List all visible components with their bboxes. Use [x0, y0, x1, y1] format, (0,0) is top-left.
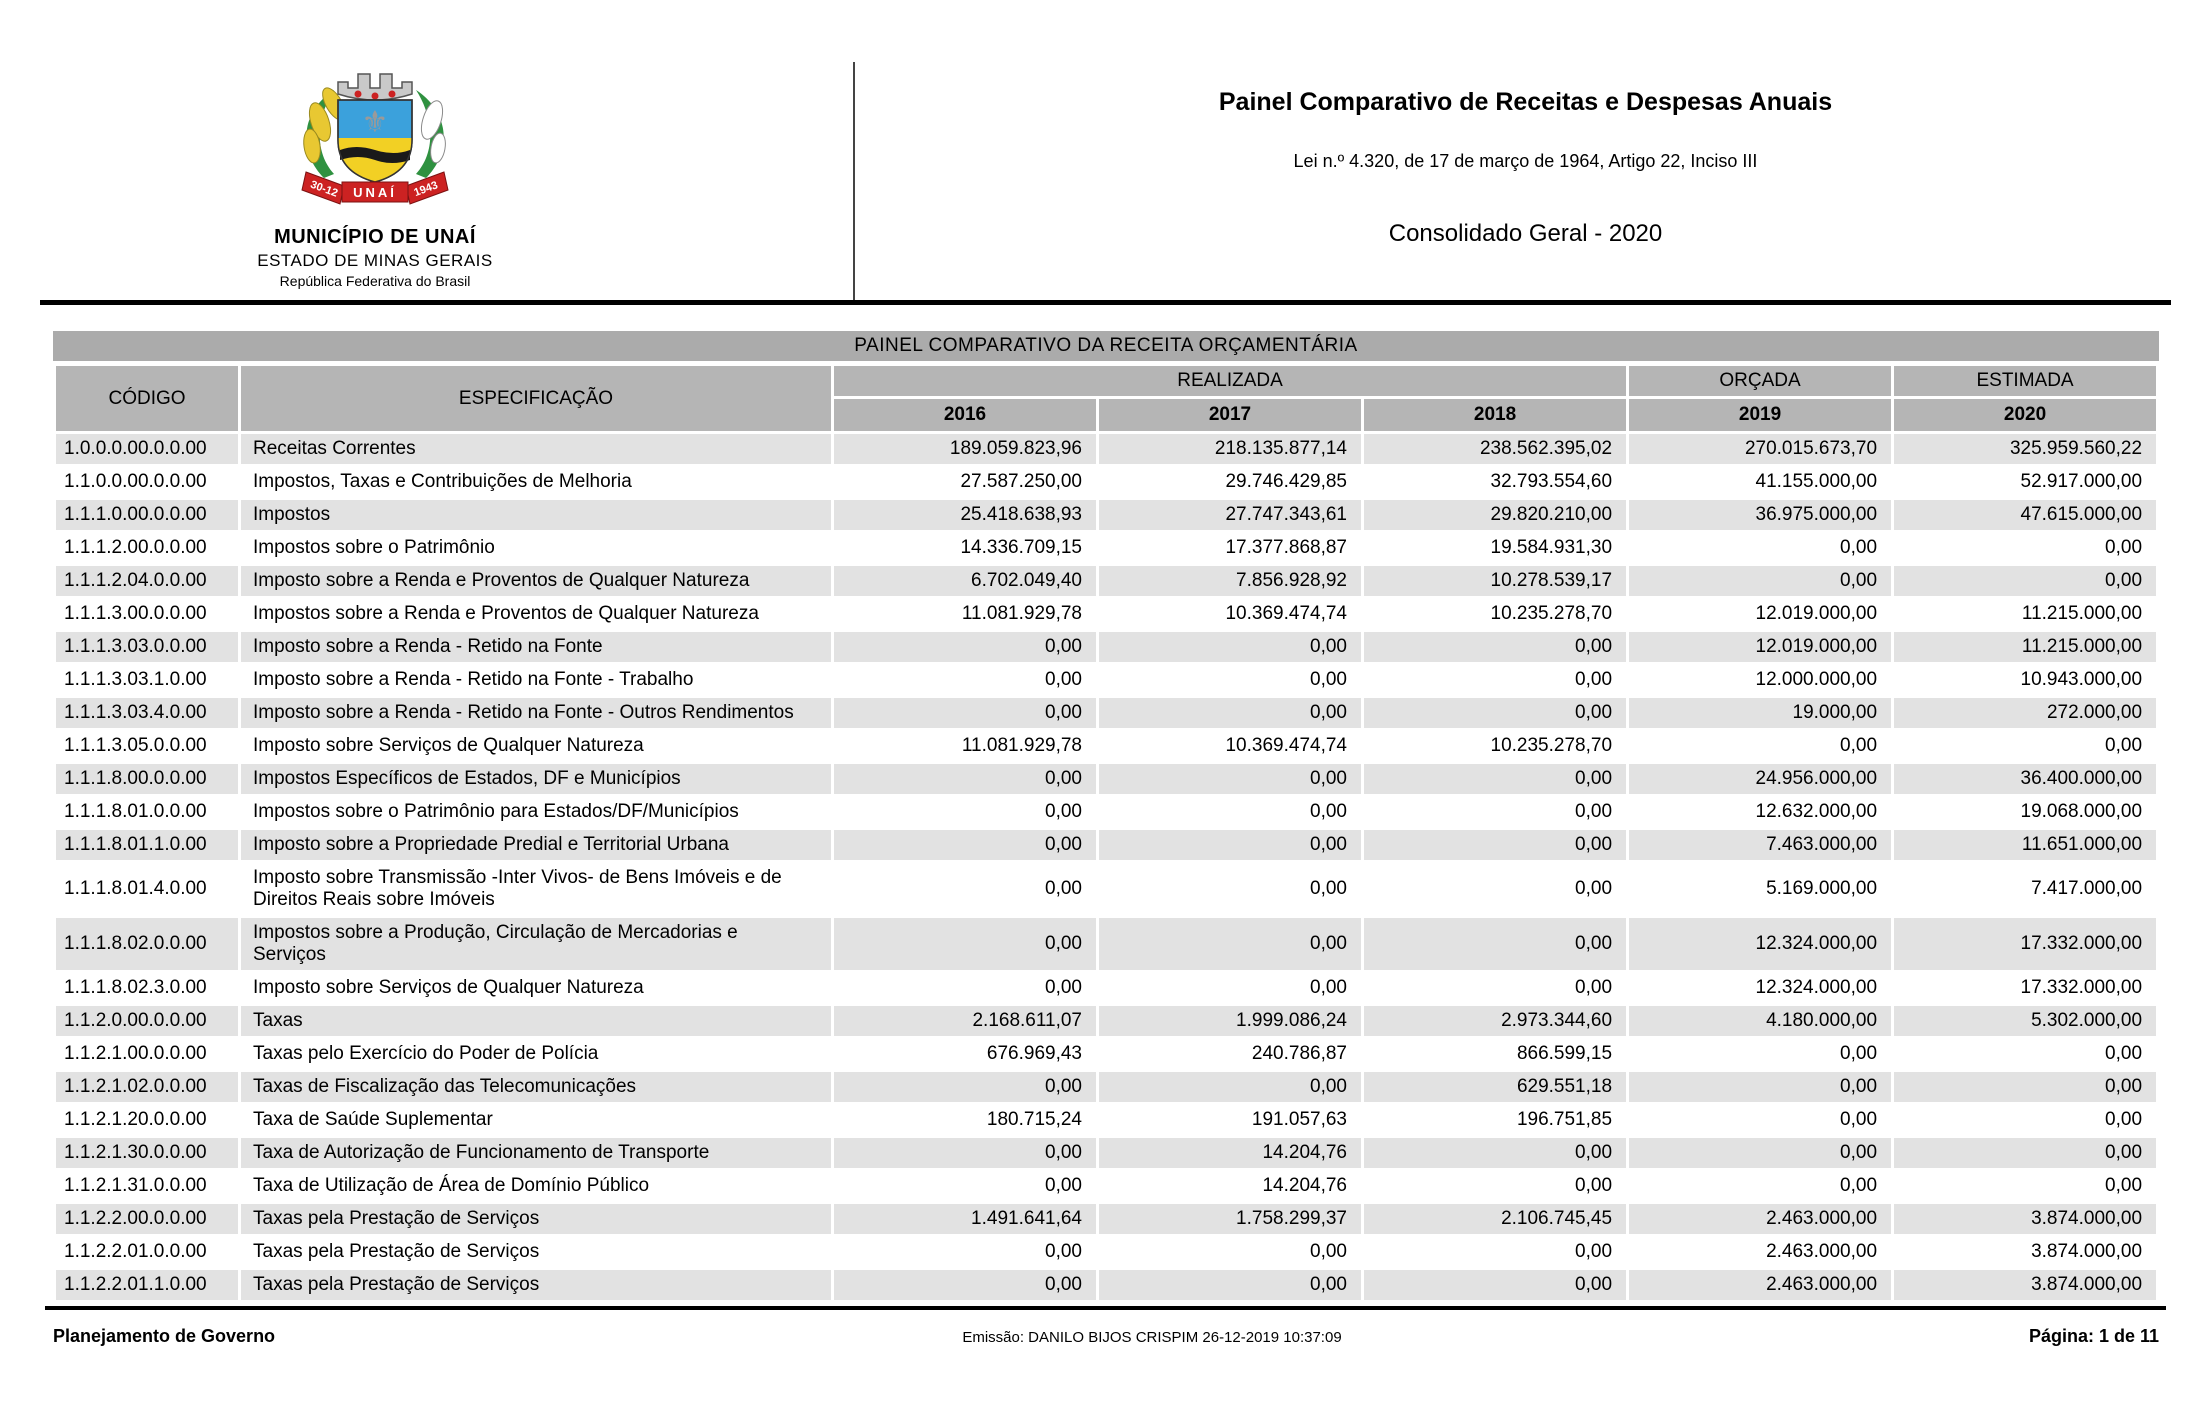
row-value-2017: 240.786,87	[1251, 1043, 1347, 1064]
row-codigo: 1.1.1.8.02.3.0.00	[64, 977, 207, 998]
row-value-2019: 12.019.000,00	[1629, 632, 1891, 662]
row-especificacao: Imposto sobre a Propriedade Predial e Territorial Urbana	[241, 830, 831, 860]
row-value-2017: 17.377.868,87	[1225, 537, 1347, 558]
table-row	[56, 566, 2156, 596]
row-value-2020: 36.400.000,00	[1894, 764, 2156, 794]
row-value-2018: 2.106.745,45	[1364, 1204, 1626, 1234]
row-value-2019: 0,00	[1629, 566, 1891, 596]
row-value-2019: 36.975.000,00	[1629, 500, 1891, 530]
row-especificacao: Imposto sobre Serviços de Qualquer Natureza	[253, 977, 644, 998]
row-value-2017: 0,00	[1099, 830, 1361, 860]
row-value-2019: 0,00	[1840, 537, 1878, 558]
table-row	[56, 1204, 2156, 1234]
row-value-2018: 0,00	[1364, 764, 1626, 794]
group-header-realizada: REALIZADA	[834, 366, 1626, 396]
row-value-2019: 2.463.000,00	[1629, 1270, 1891, 1300]
report-law-reference: Lei n.º 4.320, de 17 de março de 1964, Artigo 22, Inciso III	[1293, 151, 1758, 171]
bottom-rule	[45, 1306, 2166, 1310]
row-value-2016: 2.168.611,07	[834, 1006, 1096, 1036]
row-codigo: 1.1.2.2.01.0.0.00	[64, 1241, 207, 1262]
row-value-2018: 0,00	[1364, 1138, 1626, 1168]
row-value-2016: 0,00	[834, 1138, 1096, 1168]
row-value-2016: 11.081.929,78	[961, 735, 1082, 756]
row-value-2017: 0,00	[1099, 764, 1361, 794]
row-especificacao: Taxas	[241, 1006, 831, 1036]
row-value-2019: 7.463.000,00	[1629, 830, 1891, 860]
row-value-2019: 4.180.000,00	[1629, 1006, 1891, 1036]
svg-text:⚜: ⚜	[361, 105, 389, 140]
table-row	[56, 918, 2156, 970]
row-value-2016: 6.702.049,40	[834, 566, 1096, 596]
table-row	[56, 500, 2156, 530]
row-value-2017: 191.057,63	[1251, 1109, 1347, 1130]
row-especificacao: Impostos sobre a Produção, Circulação de Mercadorias e Serviços	[241, 918, 831, 970]
row-value-2020: 0,00	[2105, 537, 2143, 558]
row-value-2020: 0,00	[2105, 1175, 2143, 1196]
row-codigo: 1.1.1.0.00.0.0.00	[56, 500, 238, 530]
row-value-2020: 11.215.000,00	[1894, 632, 2156, 662]
row-value-2016: 0,00	[1045, 1175, 1082, 1196]
row-value-2018: 0,00	[1575, 1175, 1613, 1196]
row-especificacao: Taxa de Autorização de Funcionamento de Transporte	[241, 1138, 831, 1168]
row-value-2019: 5.169.000,00	[1766, 878, 1878, 899]
year-header-2018: 2018	[1364, 399, 1626, 431]
table-row	[56, 665, 2156, 695]
row-value-2017: 0,00	[1099, 698, 1361, 728]
row-codigo: 1.1.2.2.01.1.0.00	[56, 1270, 238, 1300]
year-header-2016: 2016	[834, 399, 1096, 431]
row-value-2017: 0,00	[1099, 918, 1361, 970]
row-value-2016: 27.587.250,00	[960, 471, 1082, 492]
crest-date-left: 30-12	[308, 178, 340, 200]
report-banner	[0, 0, 2211, 300]
row-value-2018: 629.551,18	[1364, 1072, 1626, 1102]
row-value-2018: 0,00	[1364, 1270, 1626, 1300]
row-value-2019: 2.463.000,00	[1766, 1241, 1878, 1262]
top-rule	[40, 300, 2171, 305]
row-codigo: 1.1.0.0.00.0.0.00	[64, 471, 207, 492]
row-codigo: 1.1.1.3.03.0.0.00	[56, 632, 238, 662]
municipality-block	[230, 60, 520, 289]
report-title: Painel Comparativo de Receitas e Despesas Anuais	[1218, 88, 1833, 116]
year-header-2020: 2020	[1894, 399, 2156, 431]
row-codigo: 1.1.1.3.03.4.0.00	[56, 698, 238, 728]
row-value-2018: 10.235.278,70	[1490, 735, 1613, 756]
row-value-2016: 0,00	[834, 764, 1096, 794]
table-row	[56, 533, 2156, 563]
row-codigo: 1.1.1.8.01.0.0.00	[64, 801, 207, 822]
crest-town-name: UNAÍ	[353, 185, 397, 200]
municipality-name: MUNICÍPIO DE UNAÍ	[274, 226, 476, 248]
row-value-2020: 19.068.000,00	[2020, 801, 2143, 822]
row-value-2018: 0,00	[1575, 878, 1613, 899]
table-row	[56, 1237, 2156, 1267]
row-especificacao: Impostos sobre a Renda e Proventos de Qualquer Natureza	[253, 603, 759, 624]
row-codigo: 1.1.1.8.02.0.0.00	[56, 918, 238, 970]
row-value-2020: 17.332.000,00	[2020, 977, 2143, 998]
row-especificacao: Impostos sobre o Patrimônio	[253, 537, 495, 558]
row-value-2016: 1.491.641,64	[834, 1204, 1096, 1234]
report-title-block	[880, 88, 2171, 248]
table-row	[56, 1039, 2156, 1069]
row-value-2020: 3.874.000,00	[2031, 1241, 2143, 1262]
row-value-2018: 866.599,15	[1516, 1043, 1613, 1064]
table-row	[56, 632, 2156, 662]
row-value-2020: 11.651.000,00	[1894, 830, 2156, 860]
row-value-2020: 3.874.000,00	[1894, 1204, 2156, 1234]
row-value-2016: 180.715,24	[986, 1109, 1082, 1130]
row-especificacao: Taxa de Saúde Suplementar	[253, 1109, 493, 1130]
row-value-2018: 32.793.554,60	[1490, 471, 1613, 492]
row-especificacao: Taxas pelo Exercício do Poder de Polícia	[253, 1043, 599, 1064]
row-value-2018: 196.751,85	[1516, 1109, 1613, 1130]
table-row	[56, 1105, 2156, 1135]
coat-of-arms-icon	[286, 60, 464, 220]
row-especificacao: Imposto sobre Serviços de Qualquer Natureza	[253, 735, 644, 756]
row-value-2017: 0,00	[1310, 977, 1347, 998]
row-value-2020: 17.332.000,00	[1894, 918, 2156, 970]
row-value-2017: 0,00	[1310, 1241, 1347, 1262]
row-value-2019: 12.324.000,00	[1755, 977, 1878, 998]
row-value-2017: 27.747.343,61	[1099, 500, 1361, 530]
row-codigo: 1.1.2.1.31.0.0.00	[64, 1175, 207, 1196]
row-value-2017: 10.369.474,74	[1225, 735, 1347, 756]
table-row	[56, 467, 2156, 497]
row-value-2020: 0,00	[2105, 1043, 2143, 1064]
row-value-2017: 0,00	[1310, 669, 1347, 690]
row-codigo: 1.1.1.8.01.1.0.00	[56, 830, 238, 860]
table-body	[56, 434, 2156, 1300]
table-row	[56, 830, 2156, 860]
row-especificacao: Taxas pela Prestação de Serviços	[241, 1204, 831, 1234]
row-value-2019: 0,00	[1840, 1043, 1878, 1064]
page-footer	[53, 1326, 2159, 1347]
row-especificacao: Imposto sobre a Renda - Retido na Fonte - Outros Rendimentos	[241, 698, 831, 728]
row-codigo: 1.1.1.2.00.0.0.00	[64, 537, 207, 558]
table-row	[56, 1138, 2156, 1168]
row-especificacao: Imposto sobre Transmissão -Inter Vivos- de Bens Imóveis e de Direitos Reais sobre Imóveis	[253, 867, 782, 910]
row-codigo: 1.1.1.2.04.0.0.00	[56, 566, 238, 596]
row-value-2017: 14.204,76	[1262, 1175, 1347, 1196]
row-especificacao: Impostos Específicos de Estados, DF e Municípios	[241, 764, 831, 794]
row-value-2020: 272.000,00	[1894, 698, 2156, 728]
footer-module-name: Planejamento de Governo	[53, 1326, 276, 1346]
row-value-2016: 0,00	[1045, 669, 1082, 690]
row-value-2016: 0,00	[834, 698, 1096, 728]
row-value-2018: 10.235.278,70	[1490, 603, 1613, 624]
table-row	[56, 1171, 2156, 1201]
municipality-country: República Federativa do Brasil	[279, 273, 471, 289]
row-value-2016: 0,00	[1045, 1241, 1082, 1262]
table-row	[56, 599, 2156, 629]
row-value-2020: 7.417.000,00	[2031, 878, 2143, 899]
row-value-2019: 12.000.000,00	[1755, 669, 1878, 690]
row-codigo: 1.1.2.0.00.0.0.00	[56, 1006, 238, 1036]
table-row	[56, 973, 2156, 1003]
row-value-2020: 0,00	[1894, 566, 2156, 596]
row-value-2016: 0,00	[834, 1270, 1096, 1300]
row-value-2018: 2.973.344,60	[1364, 1006, 1626, 1036]
row-value-2018: 19.584.931,30	[1490, 537, 1613, 558]
row-codigo: 1.1.1.8.00.0.0.00	[56, 764, 238, 794]
row-value-2016: 0,00	[834, 1072, 1096, 1102]
row-value-2018: 0,00	[1575, 977, 1613, 998]
crest-date-right: 1943	[412, 179, 440, 200]
table-row	[56, 764, 2156, 794]
row-value-2016: 0,00	[834, 632, 1096, 662]
row-value-2020: 10.943.000,00	[2020, 669, 2143, 690]
row-value-2020: 0,00	[2105, 1109, 2143, 1130]
row-especificacao: Impostos, Taxas e Contribuições de Melhoria	[253, 471, 632, 492]
row-value-2020: 0,00	[1894, 1138, 2156, 1168]
row-value-2019: 12.324.000,00	[1629, 918, 1891, 970]
row-codigo: 1.1.2.1.30.0.0.00	[56, 1138, 238, 1168]
revenue-table-section	[53, 331, 2159, 1303]
row-codigo: 1.1.2.1.20.0.0.00	[64, 1109, 207, 1130]
row-value-2016: 0,00	[1045, 801, 1082, 822]
row-value-2019: 12.019.000,00	[1755, 603, 1878, 624]
row-value-2017: 7.856.928,92	[1099, 566, 1361, 596]
group-header-estimada: ESTIMADA	[1894, 366, 2156, 396]
row-especificacao: Receitas Correntes	[241, 434, 831, 464]
row-codigo: 1.1.2.1.00.0.0.00	[64, 1043, 207, 1064]
revenue-table	[53, 363, 2159, 1303]
row-value-2018: 0,00	[1364, 632, 1626, 662]
year-header-2017: 2017	[1099, 399, 1361, 431]
row-value-2016: 14.336.709,15	[960, 537, 1082, 558]
row-value-2018: 0,00	[1364, 830, 1626, 860]
row-value-2019: 0,00	[1629, 1138, 1891, 1168]
row-value-2017: 14.204,76	[1099, 1138, 1361, 1168]
row-codigo: 1.1.1.3.00.0.0.00	[64, 603, 207, 624]
table-row	[56, 731, 2156, 761]
row-value-2018: 238.562.395,02	[1364, 434, 1626, 464]
row-especificacao: Imposto sobre a Renda e Proventos de Qualquer Natureza	[241, 566, 831, 596]
row-value-2017: 218.135.877,14	[1099, 434, 1361, 464]
row-codigo: 1.1.1.8.01.4.0.00	[64, 878, 207, 899]
row-value-2018: 0,00	[1575, 801, 1613, 822]
row-value-2016: 0,00	[834, 918, 1096, 970]
table-title: PAINEL COMPARATIVO DA RECEITA ORÇAMENTÁRIA	[53, 331, 2159, 361]
row-value-2019: 0,00	[1840, 735, 1878, 756]
row-especificacao: Imposto sobre a Renda - Retido na Fonte	[241, 632, 831, 662]
row-value-2017: 0,00	[1099, 1270, 1361, 1300]
row-codigo: 1.1.2.1.02.0.0.00	[56, 1072, 238, 1102]
row-value-2018: 0,00	[1575, 669, 1613, 690]
row-value-2017: 1.999.086,24	[1099, 1006, 1361, 1036]
row-value-2018: 29.820.210,00	[1364, 500, 1626, 530]
row-value-2017: 0,00	[1310, 801, 1347, 822]
row-value-2016: 189.059.823,96	[834, 434, 1096, 464]
row-value-2019: 19.000,00	[1629, 698, 1891, 728]
row-value-2018: 0,00	[1364, 918, 1626, 970]
row-value-2017: 1.758.299,37	[1099, 1204, 1361, 1234]
row-value-2019: 41.155.000,00	[1755, 471, 1878, 492]
report-scope: Consolidado Geral - 2020	[1388, 220, 1663, 247]
row-especificacao: Taxas pela Prestação de Serviços	[253, 1241, 540, 1262]
row-value-2020: 52.917.000,00	[2020, 471, 2143, 492]
row-value-2017: 10.369.474,74	[1225, 603, 1347, 624]
row-value-2017: 0,00	[1099, 1072, 1361, 1102]
row-value-2019: 0,00	[1840, 1175, 1878, 1196]
row-value-2019: 0,00	[1840, 1109, 1878, 1130]
row-especificacao: Taxa de Utilização de Área de Domínio Público	[253, 1175, 650, 1196]
column-header-codigo: CÓDIGO	[56, 366, 238, 431]
row-value-2016: 0,00	[834, 830, 1096, 860]
row-value-2016: 0,00	[1045, 878, 1082, 899]
row-value-2020: 325.959.560,22	[1894, 434, 2156, 464]
row-value-2020: 5.302.000,00	[1894, 1006, 2156, 1036]
row-value-2020: 47.615.000,00	[1894, 500, 2156, 530]
row-value-2017: 29.746.429,85	[1225, 471, 1347, 492]
row-especificacao: Taxas de Fiscalização das Telecomunicações	[241, 1072, 831, 1102]
footer-emission-info: Emissão: DANILO BIJOS CRISPIM 26-12-2019 10:37:09	[962, 1329, 1342, 1346]
table-row	[56, 1072, 2156, 1102]
row-codigo: 1.0.0.0.00.0.0.00	[56, 434, 238, 464]
group-header-orcada: ORÇADA	[1629, 366, 1891, 396]
row-value-2019: 12.632.000,00	[1755, 801, 1878, 822]
row-value-2020: 3.874.000,00	[1894, 1270, 2156, 1300]
row-value-2018: 0,00	[1364, 698, 1626, 728]
row-value-2019: 0,00	[1629, 1072, 1891, 1102]
row-especificacao: Imposto sobre a Renda - Retido na Fonte - Trabalho	[253, 669, 694, 690]
footer-page-number: Página: 1 de 11	[2028, 1326, 2159, 1346]
row-codigo: 1.1.1.3.03.1.0.00	[64, 669, 207, 690]
table-row	[56, 698, 2156, 728]
table-row	[56, 1270, 2156, 1300]
row-value-2016: 11.081.929,78	[961, 603, 1082, 624]
row-codigo: 1.1.2.2.00.0.0.00	[56, 1204, 238, 1234]
row-value-2018: 0,00	[1575, 1241, 1613, 1262]
table-row	[56, 797, 2156, 827]
row-value-2017: 0,00	[1310, 878, 1347, 899]
municipality-state: ESTADO DE MINAS GERAIS	[257, 251, 493, 270]
row-value-2020: 0,00	[2105, 735, 2143, 756]
table-row	[56, 863, 2156, 915]
row-especificacao: Impostos	[241, 500, 831, 530]
row-codigo: 1.1.1.3.05.0.0.00	[64, 735, 207, 756]
row-value-2016: 676.969,43	[986, 1043, 1082, 1064]
year-header-2019: 2019	[1629, 399, 1891, 431]
row-value-2020: 0,00	[1894, 1072, 2156, 1102]
row-especificacao: Taxas pela Prestação de Serviços	[241, 1270, 831, 1300]
row-value-2016: 25.418.638,93	[834, 500, 1096, 530]
row-value-2018: 10.278.539,17	[1364, 566, 1626, 596]
row-value-2017: 0,00	[1099, 632, 1361, 662]
table-row	[56, 434, 2156, 464]
row-value-2016: 0,00	[1045, 977, 1082, 998]
banner-divider	[853, 62, 855, 300]
row-value-2019: 2.463.000,00	[1629, 1204, 1891, 1234]
row-value-2019: 24.956.000,00	[1629, 764, 1891, 794]
row-value-2020: 11.215.000,00	[2021, 603, 2143, 624]
row-especificacao: Impostos sobre o Patrimônio para Estados/DF/Municípios	[253, 801, 739, 822]
column-header-especificacao: ESPECIFICAÇÃO	[241, 366, 831, 431]
table-row	[56, 1006, 2156, 1036]
row-value-2019: 270.015.673,70	[1629, 434, 1891, 464]
